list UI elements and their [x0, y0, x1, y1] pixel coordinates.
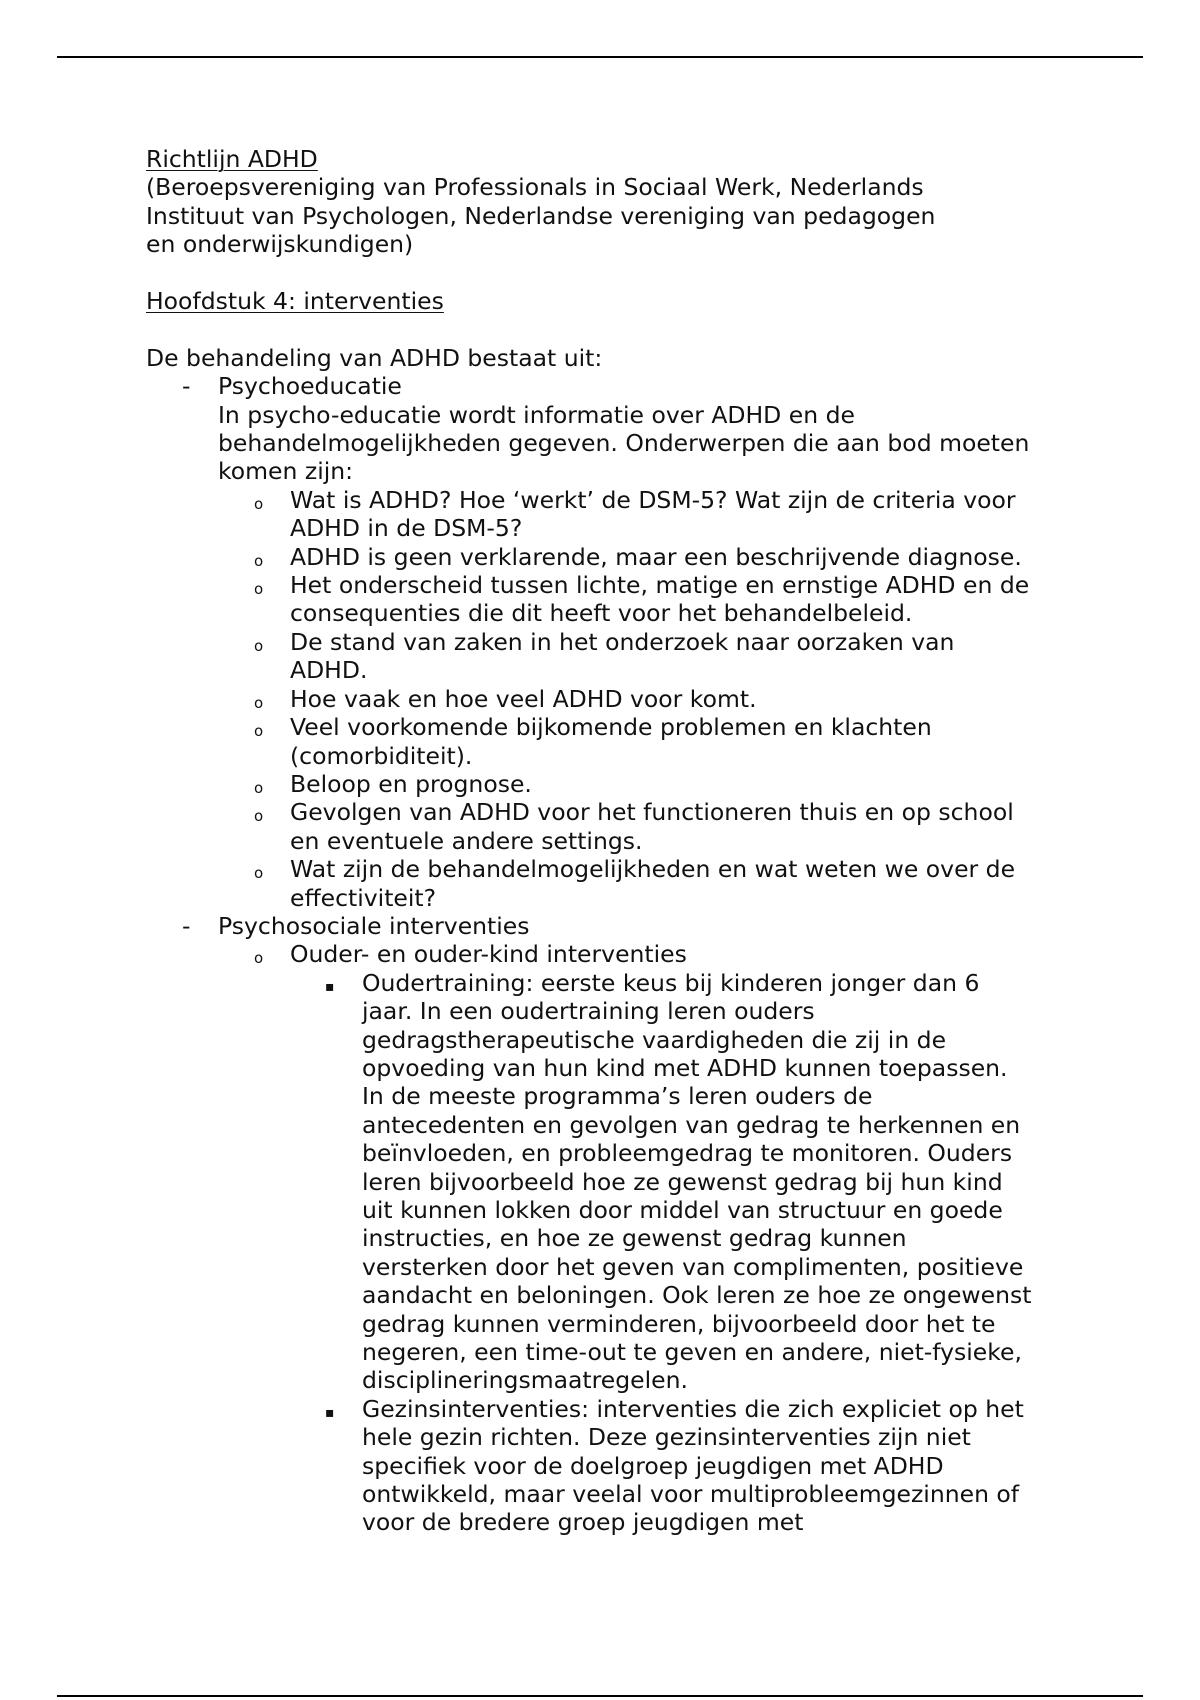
paragraph-line: beïnvloeden, en probleemgedrag te monitoren. Ouders — [362, 1139, 1013, 1168]
circle-bullet-icon: o — [254, 864, 264, 883]
header-rule — [57, 56, 1143, 58]
topic-line: effectiviteit? — [290, 883, 437, 912]
circle-bullet-icon: o — [254, 778, 264, 797]
list-item — [146, 770, 1066, 798]
chapter-heading: Hoofdstuk 4: interventies — [146, 287, 444, 316]
subgroup-label: Ouder- en ouder-kind interventies — [290, 940, 687, 969]
paragraph-line: disciplineringsmaatregelen. — [362, 1366, 688, 1395]
list-item-gezinsinterventies — [146, 1395, 1066, 1537]
paragraph-line: voor de bredere groep jeugdigen met — [362, 1508, 804, 1537]
list-item — [146, 798, 1066, 855]
treatment-list — [146, 372, 1066, 1537]
description-line: behandelmogelijkheden gegeven. Onderwerpen die aan bod moeten — [218, 429, 1030, 458]
dash-bullet: - — [182, 911, 191, 940]
paragraph-line: opvoeding van hun kind met ADHD kunnen toepassen. — [362, 1053, 1008, 1082]
item-label: Psychoeducatie — [218, 372, 402, 401]
list-item — [146, 685, 1066, 713]
paragraph-line: Oudertraining: eerste keus bij kinderen jonger dan 6 — [362, 968, 980, 997]
source-line: en onderwijskundigen) — [146, 230, 414, 259]
topic-line: ADHD is geen verklarende, maar een beschrijvende diagnose. — [290, 542, 1022, 571]
list-item — [146, 543, 1066, 571]
topic-line: Wat zijn de behandelmogelijkheden en wat weten we over de — [290, 855, 1016, 884]
description-line: komen zijn: — [218, 457, 354, 486]
list-item — [146, 713, 1066, 770]
circle-bullet-icon: o — [254, 494, 264, 513]
paragraph-line: gedragstherapeutische vaardigheden die zij in de — [362, 1025, 947, 1054]
paragraph-line: ontwikkeld, maar veelal voor multiprobleemgezinnen of — [362, 1480, 1020, 1509]
footer-rule — [57, 1695, 1143, 1697]
intro-text: De behandeling van ADHD bestaat uit: — [146, 343, 603, 372]
topic-list — [146, 486, 1066, 912]
square-bullet-icon: ▪ — [325, 1404, 335, 1421]
topic-line: (comorbiditeit). — [290, 741, 473, 770]
topic-line: Wat is ADHD? Hoe ‘werkt’ de DSM-5? Wat zijn de criteria voor — [290, 485, 1016, 514]
source-line: Instituut van Psychologen, Nederlandse vereniging van pedagogen — [146, 201, 936, 230]
circle-bullet-icon: o — [254, 693, 264, 712]
topic-line: ADHD in de DSM-5? — [290, 514, 523, 543]
item-label: Psychosociale interventies — [218, 911, 530, 940]
circle-bullet-icon: o — [254, 636, 264, 655]
circle-bullet-icon: o — [254, 551, 264, 570]
dash-bullet: - — [182, 372, 191, 401]
paragraph-line: aandacht en beloningen. Ook leren ze hoe ze ongewenst — [362, 1281, 1032, 1310]
paragraph-line: hele gezin richten. Deze gezinsinterventies zijn niet — [362, 1423, 971, 1452]
paragraph-line: antecedenten en gevolgen van gedrag te herkennen en — [362, 1110, 1021, 1139]
topic-line: Beloop en prognose. — [290, 769, 532, 798]
list-item — [146, 571, 1066, 628]
source-block — [146, 173, 1066, 258]
square-bullet-icon: ▪ — [325, 978, 335, 995]
topic-line: consequenties die dit heeft voor het behandelbeleid. — [290, 599, 913, 628]
document-body — [146, 145, 1066, 1537]
topic-line: De stand van zaken in het onderzoek naar oorzaken van — [290, 627, 955, 656]
list-item — [146, 486, 1066, 543]
list-item-oudertraining — [146, 969, 1066, 1395]
topic-line: en eventuele andere settings. — [290, 826, 643, 855]
paragraph-line: instructies, en hoe ze gewenst gedrag kunnen — [362, 1224, 907, 1253]
topic-line: Hoe vaak en hoe veel ADHD voor komt. — [290, 684, 757, 713]
description-line: In psycho-educatie wordt informatie over ADHD en de — [218, 400, 855, 429]
source-line: (Beroepsvereniging van Professionals in Sociaal Werk, Nederlands — [146, 173, 924, 202]
subgroup-list — [146, 940, 1066, 1537]
paragraph-line: gedrag kunnen verminderen, bijvoorbeeld door het te — [362, 1309, 996, 1338]
list-item-psychosociale — [146, 912, 1066, 1537]
paragraph-line: versterken door het geven van complimenten, positieve — [362, 1252, 1024, 1281]
paragraph-line: uit kunnen lokken door middel van structuur en goede — [362, 1196, 1003, 1224]
paragraph-line: jaar. In een oudertraining leren ouders — [362, 997, 815, 1026]
circle-bullet-icon: o — [254, 949, 264, 968]
list-item — [146, 855, 1066, 912]
list-item — [146, 940, 1066, 1537]
circle-bullet-icon: o — [254, 807, 264, 826]
list-item-psychoeducatie — [146, 372, 1066, 912]
topic-line: Gevolgen van ADHD voor het functioneren thuis en op school — [290, 798, 1014, 827]
paragraph-line: leren bijvoorbeeld hoe ze gewenst gedrag bij hun kind — [362, 1167, 1003, 1196]
paragraph-line: negeren, een time-out te geven en andere, niet-fysieke, — [362, 1338, 1022, 1367]
list-item — [146, 628, 1066, 685]
intervention-list — [146, 969, 1066, 1537]
topic-line: Veel voorkomende bijkomende problemen en klachten — [290, 713, 932, 742]
topic-line: Het onderscheid tussen lichte, matige en ernstige ADHD en de — [290, 571, 1030, 600]
circle-bullet-icon: o — [254, 722, 264, 741]
circle-bullet-icon: o — [254, 580, 264, 599]
paragraph-line: Gezinsinterventies: interventies die zich expliciet op het — [362, 1394, 1024, 1423]
paragraph-line: In de meeste programma’s leren ouders de — [362, 1082, 873, 1111]
document-title: Richtlijn ADHD — [146, 145, 318, 173]
topic-line: ADHD. — [290, 656, 368, 685]
paragraph-line: specifiek voor de doelgroep jeugdigen met ADHD — [362, 1451, 944, 1480]
